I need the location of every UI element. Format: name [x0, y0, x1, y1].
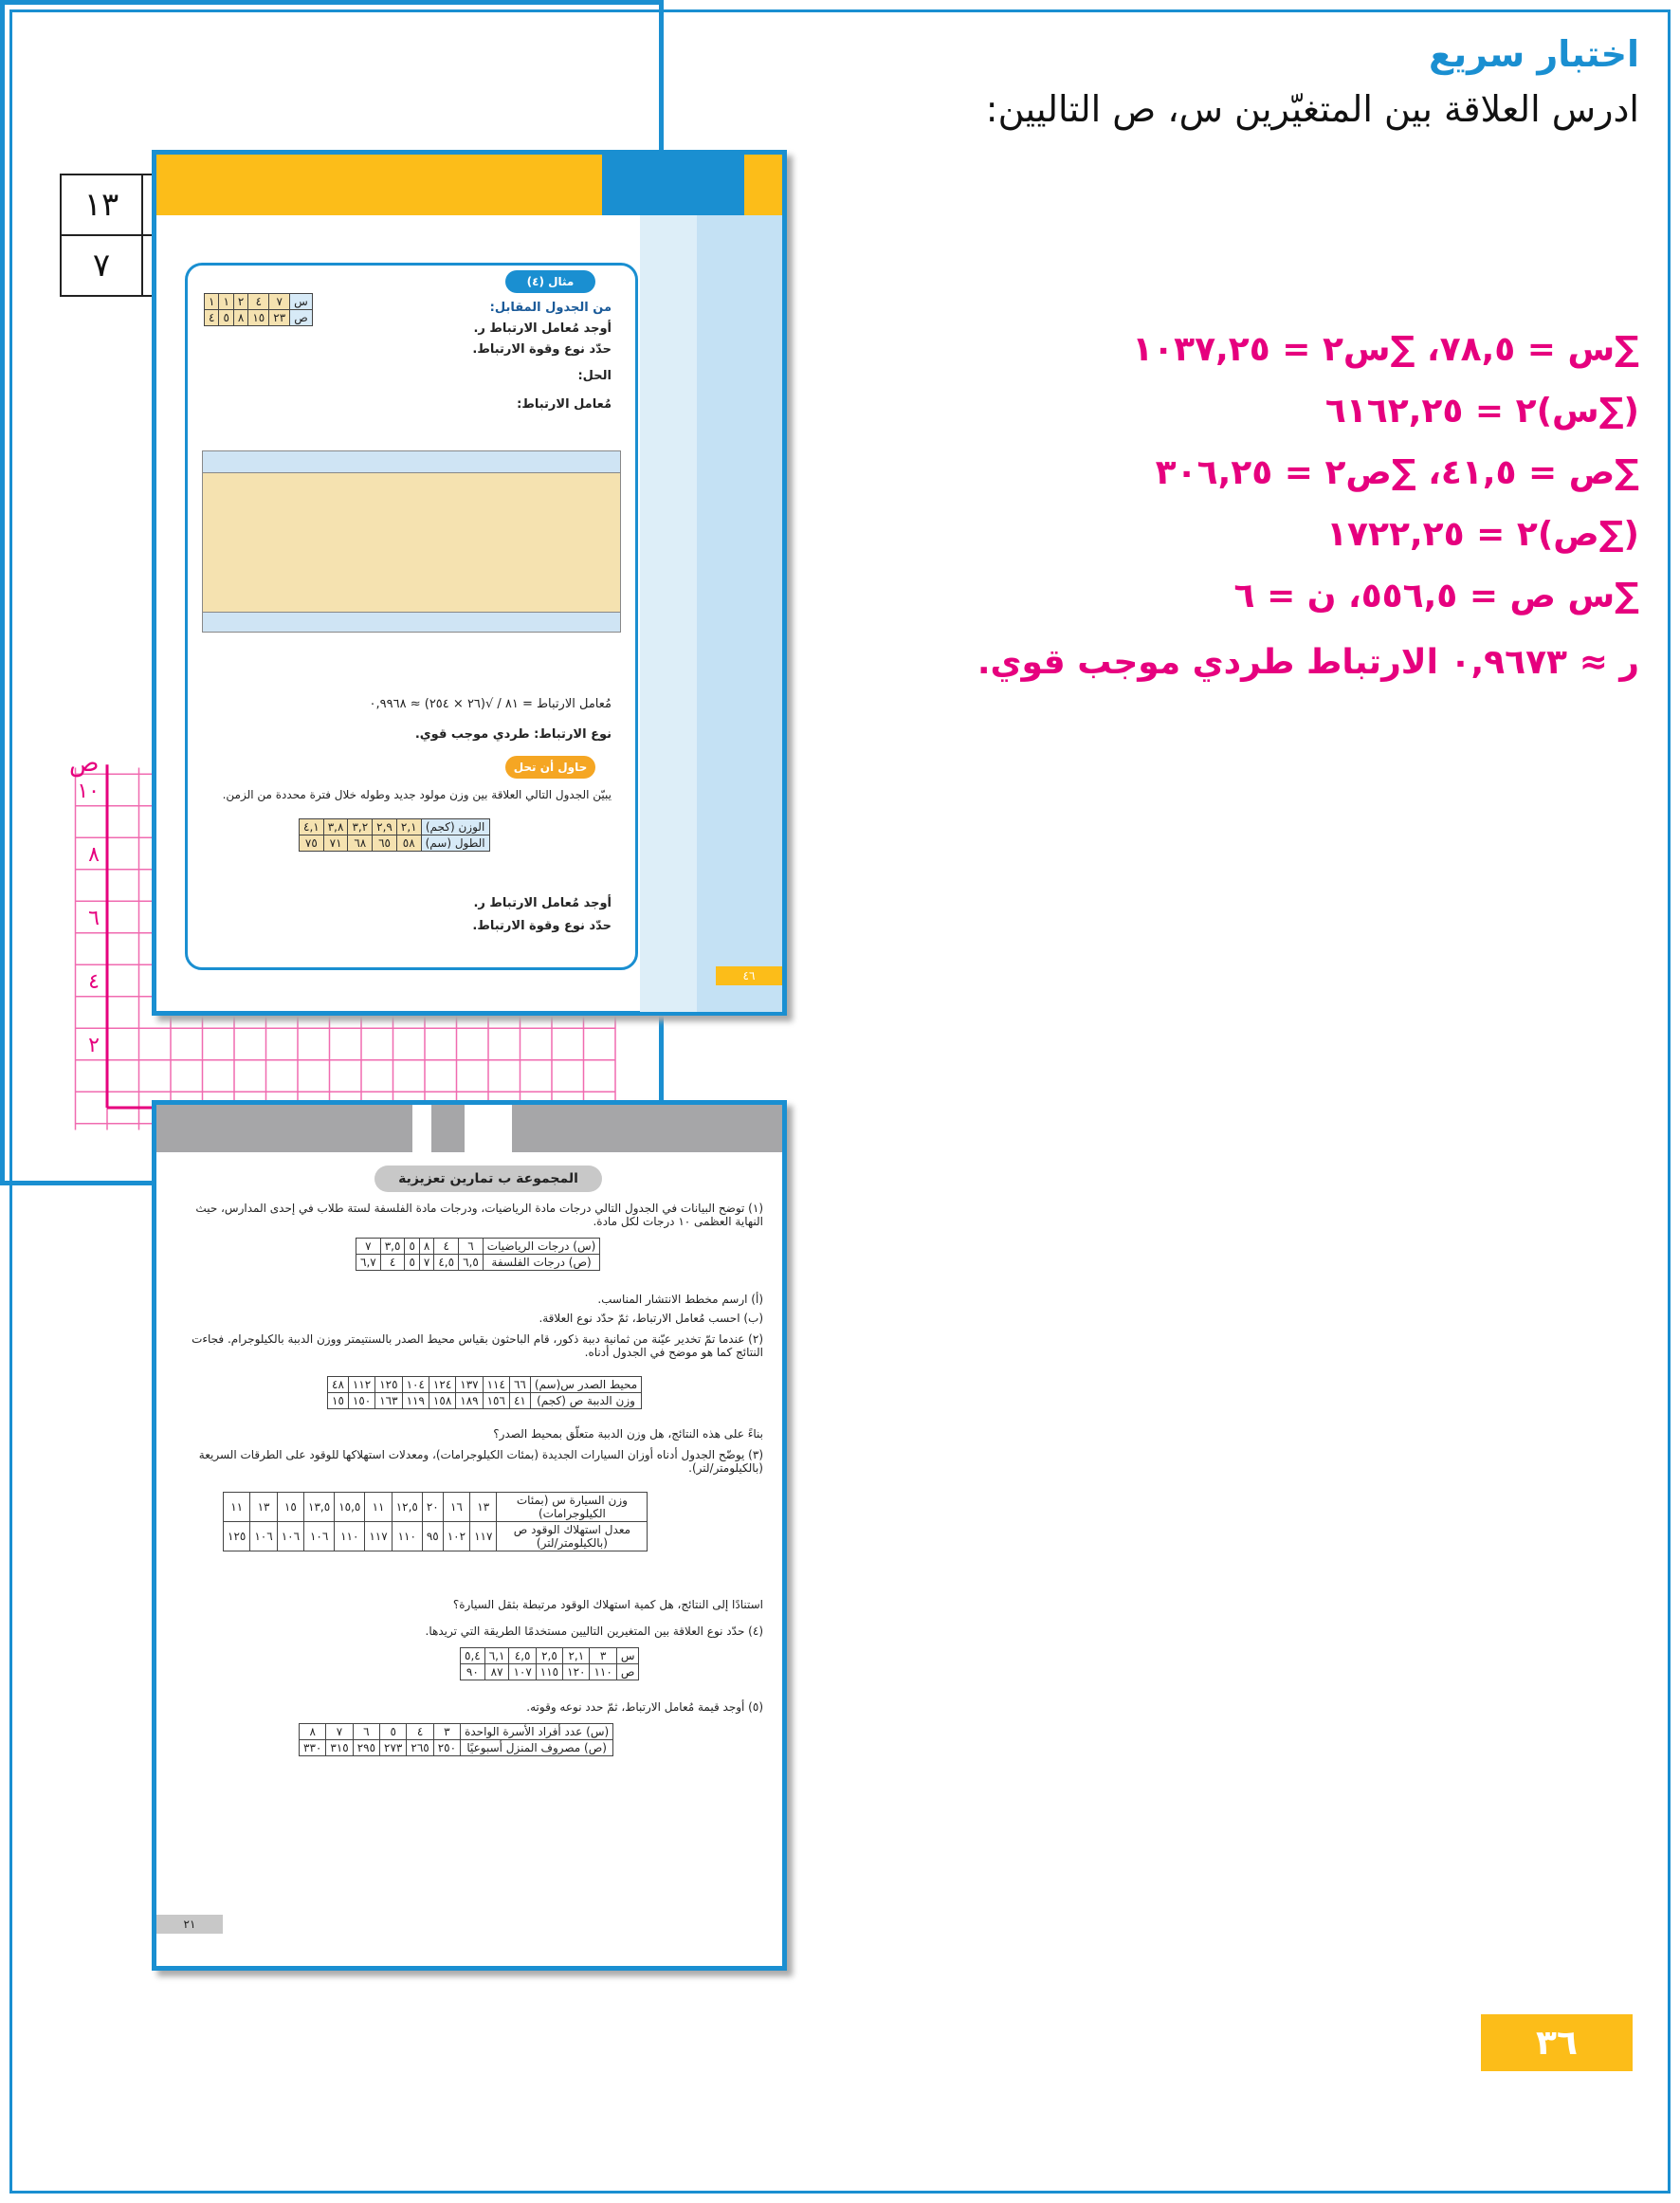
result-line: مُعامل الارتباط = ٨١ / √(٢٦ × ٢٥٤) ≈ ٠,٩٩٦٨: [369, 697, 612, 711]
correlation-result-line: ر ≈ ٠,٩٦٧٣ الارتباط طردي موجب قوي.: [977, 643, 1639, 682]
sum-xy-line: ∑س ص = ٥٥٦,٥، ن = ٦: [1233, 577, 1639, 615]
y-tick-label: ٢: [88, 1034, 100, 1057]
calculation-table: [202, 450, 621, 633]
table-row: معدل استهلاك الوقود ص (بالكيلومتر/لتر) ١١٧ ١٠٢ ٩٥ ١١٠ ١١٧ ١١٠ ١٠٦ ١٠٦ ١٠٦ ١٢٥: [224, 1522, 648, 1551]
table-cell: ١٣: [61, 174, 142, 235]
table-cell: ٧١: [323, 835, 348, 852]
table-row: (ص) مصروف المنزل أسبوعيًا ٢٥٠ ٢٦٥ ٢٧٣ ٢٩٥ ٣١٥ ٣٣٠: [300, 1740, 613, 1756]
question-2: (٢) عندما تمّ تخدير عيّنة من ثمانية دببة ذكور، قام الباحثون بقياس محيط الصدر بالسنتيمتر ووزن الدببة بالكيلوجرام. فجاءت النتائج كما هو موضح في الجدول أدناه.: [192, 1332, 763, 1359]
table-cell: ٧: [269, 294, 290, 310]
corr-coeff-label: مُعامل الارتباط:: [517, 397, 612, 412]
row-label: الوزن (كجم): [421, 819, 489, 835]
question-3: (٣) يوضّح الجدول أدناه أوزان السيارات الجديدة (بمئات الكيلوجرامات)، ومعدلات استهلاكها للوقود على الطرقات السريعة (بالكيلومتر/لتر).: [198, 1448, 763, 1475]
table-row: ص ١١٠ ١٢٠ ١١٥ ١٠٧ ٨٧ ٩٠: [461, 1664, 639, 1680]
y-axis-label: ص: [69, 748, 100, 778]
page-side-strip-dark: [697, 215, 782, 1012]
question-1b: (ب) احسب مُعامل الارتباط، ثمّ حدّد نوع العلاقة.: [539, 1312, 763, 1325]
book-page-bottom: [152, 1100, 787, 1971]
table-row: س ٣ ٢,١ ٢,٥ ٤,٥ ٦,١ ٥,٤: [461, 1648, 639, 1664]
table-cell: ٢: [233, 294, 247, 310]
question-4: (٤) حدّد نوع العلاقة بين المتغيرين التاليين مستخدمًا الطريقة التي تريدها.: [425, 1625, 763, 1638]
page-number: ٣٦: [1481, 2014, 1633, 2071]
table-row: محيط الصدر س(سم) ٦٦ ١١٤ ١٣٧ ١٢٤ ١٠٤ ١٢٥ ١١٢ ٤٨: [328, 1377, 642, 1393]
table-row: (ص) درجات الفلسفة ٦,٥ ٤,٥ ٧ ٥ ٤ ٦,٧: [356, 1255, 600, 1271]
q1-table: [356, 1238, 600, 1271]
page-number-bottom: ٢١: [156, 1915, 223, 1934]
table-row: (س) عدد أفراد الأسرة الواحدة ٣ ٤ ٥ ٦ ٧ ٨: [300, 1724, 613, 1740]
try-a: أوجد مُعامل الارتباط ر.: [473, 896, 612, 910]
exercise-group-header: المجموعة ب تمارين تعزيزية: [374, 1166, 602, 1192]
page-number-top: ٤٦: [716, 966, 782, 985]
row-label: الطول (سم): [421, 835, 489, 852]
table-cell: ١٥: [248, 310, 269, 326]
y-tick-label: ٤: [88, 970, 100, 994]
table-cell: ٥: [219, 310, 233, 326]
sum-y-line: ∑ص = ٤١,٥، ∑ص٢ = ٣٠٦,٢٥: [1155, 453, 1639, 492]
from-table-text: من الجدول المقابل:: [489, 301, 612, 315]
example-title: مثال (٤): [505, 270, 595, 293]
sum-y-squared-line: (∑ص)٢ = ١٧٢٢,٢٥: [1326, 515, 1639, 554]
try-b: حدّد نوع وقوة الارتباط.: [472, 919, 612, 933]
table-row: [205, 310, 313, 326]
table-cell: ٢,١: [396, 819, 421, 835]
table-cell: ٤: [248, 294, 269, 310]
table-cell: ٤,١: [300, 819, 324, 835]
table-row: [300, 835, 490, 852]
y-tick-label: ٦: [88, 907, 100, 930]
question-2-followup: بناءً على هذه النتائج، هل وزن الدببة متعلّق بمحيط الصدر؟: [493, 1427, 763, 1441]
task-a: أوجد مُعامل الارتباط ر.: [473, 321, 612, 336]
table-cell: ٦٨: [348, 835, 373, 852]
try-title: حاول أن تحل: [505, 756, 595, 779]
q3-table: [223, 1492, 648, 1551]
sum-x-line: ∑س = ٧٨,٥، ∑س٢ = ١٠٣٧,٢٥: [1132, 330, 1639, 369]
book-page-top: [152, 150, 787, 1016]
table-cell: ٣,٢: [348, 819, 373, 835]
table-cell: ٢٣: [269, 310, 290, 326]
try-text: يبيّن الجدول التالي العلاقة بين وزن مولود جديد وطوله خلال فترة محددة من الزمن.: [222, 788, 612, 801]
table-cell: ١: [205, 294, 219, 310]
table-cell: ١: [219, 294, 233, 310]
y-tick-label: ٨: [88, 843, 100, 867]
q4-table: [460, 1647, 639, 1680]
question-5: (٥) أوجد قيمة مُعامل الارتباط، ثمّ حدد نوعه وقوته.: [526, 1700, 763, 1714]
q5-table: [299, 1723, 613, 1756]
question-1: (١) توضح البيانات في الجدول التالي درجات مادة الرياضيات، ودرجات مادة الفلسفة لستة طلاب في إحدى المدارس، حيث النهاية العظمى ١٠ درجات لكل مادة.: [195, 1202, 763, 1228]
table-cell: ٤: [205, 310, 219, 326]
task-b: حدّد نوع وقوة الارتباط.: [472, 342, 612, 357]
table-cell: ٧: [61, 235, 142, 296]
table-row: وزن الدببة ص (كجم) ٤١ ١٥٦ ١٨٩ ١٥٨ ١١٩ ١٦٣ ١٥٠ ١٥: [328, 1393, 642, 1409]
table-row: وزن السيارة س (بمئات الكيلوجرامات) ١٣ ١٦ ٢٠ ١٢,٥ ١١ ١٥,٥ ١٣,٥ ١٥ ١٣ ١١: [224, 1493, 648, 1522]
example-table: [204, 293, 313, 326]
table-row: [300, 819, 490, 835]
quick-test-intro: ادرس العلاقة بين المتغيّرين س، ص التاليين:: [985, 88, 1639, 130]
table-cell: ٧٥: [300, 835, 324, 852]
question-3-followup: استنادًا إلى النتائج، هل كمية استهلاك الوقود مرتبطة بثقل السيارة؟: [452, 1598, 763, 1611]
row-label-x: س: [290, 294, 313, 310]
table-row: (س) درجات الرياضيات ٦ ٤ ٨ ٥ ٣,٥ ٧: [356, 1239, 600, 1255]
q2-table: [327, 1376, 642, 1409]
row-label-y: ص: [290, 310, 313, 326]
page-header-accent: [602, 155, 744, 215]
table-cell: ٢,٩: [373, 819, 397, 835]
try-table: [299, 818, 490, 852]
table-cell: ٦٥: [373, 835, 397, 852]
quick-test-title: اختبار سريع: [1428, 33, 1639, 75]
table-cell: ٣,٨: [323, 819, 348, 835]
question-1a: (أ) ارسم مخطط الانتشار المناسب.: [597, 1293, 763, 1306]
solution-label: الحل:: [577, 369, 612, 383]
table-cell: ٨: [233, 310, 247, 326]
type-line: نوع الارتباط: طردي موجب قوي.: [414, 727, 612, 742]
y-tick-label: ١٠: [77, 780, 100, 803]
table-row: [205, 294, 313, 310]
table-cell: ٥٨: [396, 835, 421, 852]
sum-x-squared-line: (∑س)٢ = ٦١٦٢,٢٥: [1324, 392, 1639, 431]
